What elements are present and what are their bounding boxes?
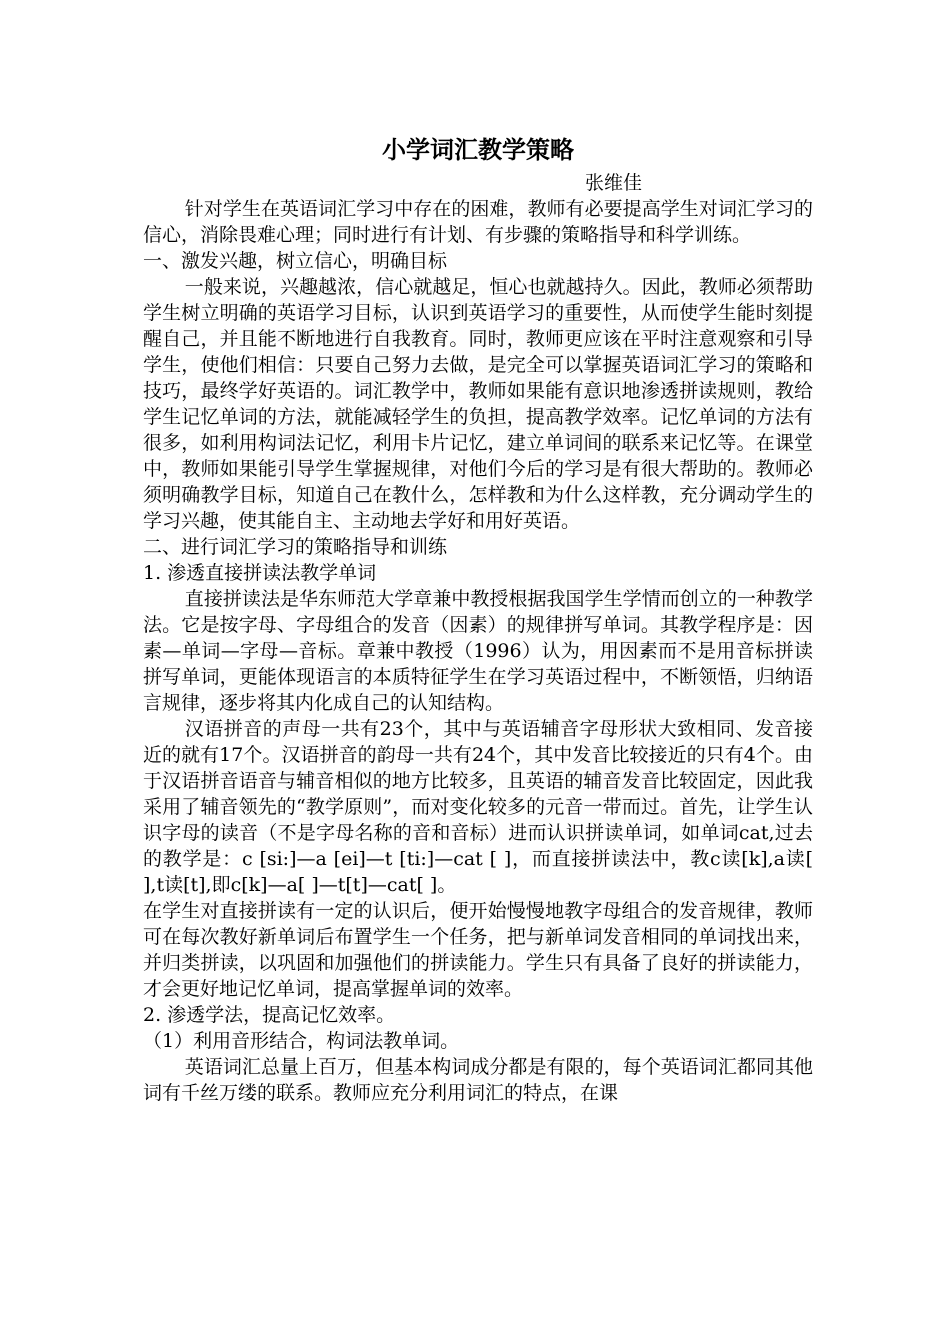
subsection-1-paragraph-3: 在学生对直接拼读有一定的认识后，便开始慢慢地教字母组合的发音规律，教师可在每次教好新单词后布置学生一个任务，把与新单词发音相同的单词找出来，并归类拼读，以巩固和加强他们的拼读能力。学生只有具备了良好的拼读能力，才会更好地记忆单词，提高掌握单词的效率。 [143,900,813,1000]
intro-paragraph: 针对学生在英语词汇学习中存在的困难，教师有必要提高学生对词汇学习的信心，消除畏难心理；同时进行有计划、有步骤的策略指导和科学训练。 [143,198,813,246]
section-2-heading: 二、进行词汇学习的策略指导和训练 [143,536,448,558]
section-1-paragraph: 一般来说，兴趣越浓，信心就越足，恒心也就越持久。因此，教师必须帮助学生树立明确的英语学习目标，认识到英语学习的重要性，从而使学生能时刻提醒自己，并且能不断地进行自我教育。同时，教师更应该在平时注意观察和引导学生，使他们相信：只要自己努力去做，是完全可以掌握英语词汇学习的策略和技巧，最终学好英语的。词汇教学中，教师如果能有意识地渗透拼读规则，教给学生记忆单词的方法，就能减轻学生的负担，提高教学效率。记忆单词的方法有很多，如利用构词法记忆，利用卡片记忆，建立单词间的联系来记忆等。在课堂中，教师如果能引导学生掌握规律，对他们今后的学习是有很大帮助的。教师必须明确教学目标，知道自己在教什么，怎样教和为什么这样教，充分调动学生的学习兴趣，使其能自主、主动地去学好和用好英语。 [143,276,813,532]
subsection-2-1-heading: （1）利用音形结合，构词法教单词。 [143,1030,460,1052]
document-author: 张维佳 [585,172,643,194]
document-page [143,130,813,1106]
subsection-2-1-paragraph: 英语词汇总量上百万，但基本构词成分都是有限的，每个英语词汇都同其他词有千丝万缕的联系。教师应充分利用词汇的特点，在课 [143,1056,813,1104]
subsection-2-heading: 2. 渗透学法，提高记忆效率。 [143,1004,396,1026]
document-title: 小学词汇教学策略 [382,135,574,164]
subsection-1-heading: 1. 渗透直接拼读法教学单词 [143,562,377,584]
subsection-1-paragraph-2: 汉语拼音的声母一共有23个，其中与英语辅音字母形状大致相同、发音接近的就有17个。汉语拼音的韵母一共有24个，其中发音比较接近的只有4个。由于汉语拼音语音与辅音相似的地方比较多，且英语的辅音发音比较固定，因此我采用了辅音领先的“教学原则”，而对变化较多的元音一带而过。首先，让学生认识字母的读音（不是字母名称的音和音标）进而认识拼读单词，如单词cat,过去的教学是：c [si:]—a [ei]—t [ti:]—cat [ ]，而直接拼读法中，教c读[k],a读[ ],t读[t],即c[k]—a[ ]—t[t]—cat[ ]。 [143,718,813,896]
subsection-1-paragraph-1: 直接拼读法是华东师范大学章兼中教授根据我国学生学情而创立的一种教学法。它是按字母、字母组合的发音（因素）的规律拼写单词。其教学程序是：因素—单词—字母—音标。章兼中教授（1996）认为，用因素而不是用音标拼读拼写单词，更能体现语言的本质特征学生在学习英语过程中，不断领悟，归纳语言规律，逐步将其内化成自己的认知结构。 [143,588,813,714]
section-1-heading: 一、激发兴趣，树立信心，明确目标 [143,250,448,272]
